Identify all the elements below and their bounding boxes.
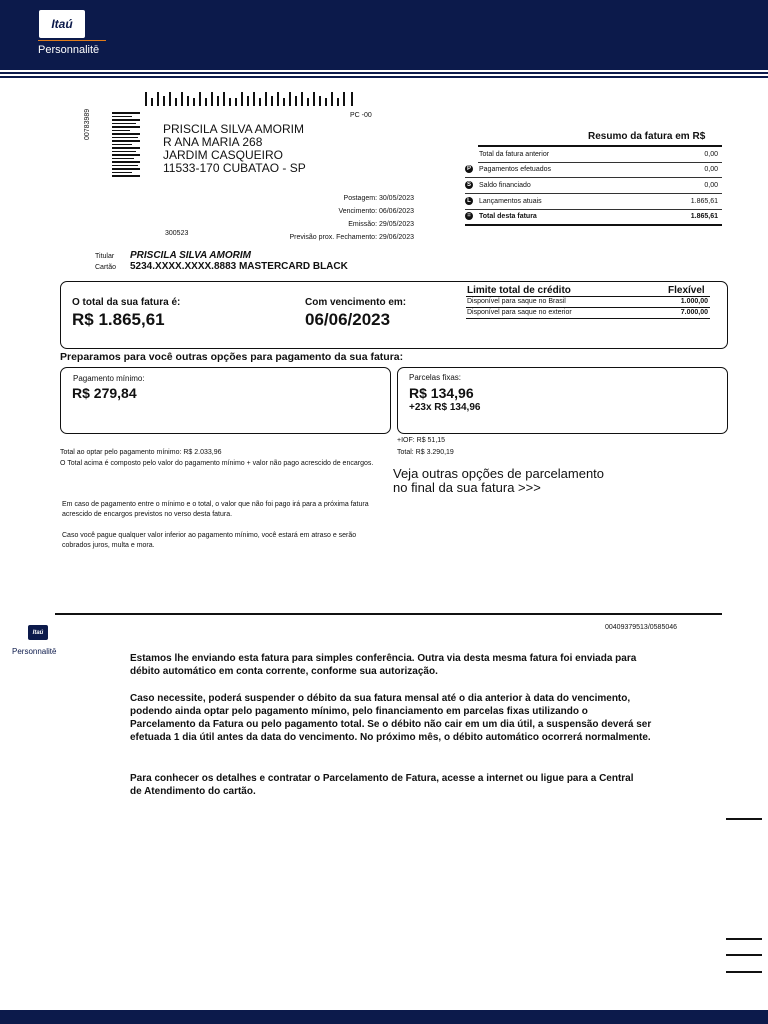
postal-barcode bbox=[145, 90, 355, 106]
min-label: Pagamento mínimo: bbox=[73, 374, 145, 383]
limit-rule bbox=[466, 318, 710, 319]
letter-p2: Caso necessite, poderá suspender o débito da sua fatura mensal até o dia anterior à data do vencimento, podendo ainda optar pelo pagamento mínimo, pelo financiamento em parcelas fixas utilizando o Parcelamento da Fatura ou pelo pagamento total. Se o débito não cair em um dia útil, a suspensão deverá ser efetuada 1 dia útil antes da data do vencimento. No próximo mês, o débito automático ocorrerá normalmente. bbox=[130, 693, 652, 743]
resumo-row: P Pagamentos efetuados 0,00 bbox=[465, 162, 722, 178]
side-mark bbox=[726, 954, 762, 956]
itau-logo-small: Itaú bbox=[28, 625, 48, 640]
postagem-date: Postagem: 30/05/2023 bbox=[343, 195, 414, 202]
vencimento-date: Vencimento: 06/06/2023 bbox=[338, 208, 414, 215]
titular-label: Titular bbox=[95, 253, 115, 260]
min-value: R$ 279,84 bbox=[72, 385, 137, 401]
brand-name-small: Personnalitē bbox=[12, 647, 57, 656]
warning-2: Caso você pague qualquer valor inferior ao pagamento mínimo, você estará em atraso e serão cobrados juros, multa e mora. bbox=[62, 532, 357, 549]
letter-p1: Estamos lhe enviando esta fatura para simples conferência. Outra via desta mesma fatura foi enviada para débito automático em conta corrente, conforme sua autorização. bbox=[130, 653, 637, 677]
limit-title: Limite total de crédito bbox=[467, 285, 571, 296]
doc-number: 00409379513/0585046 bbox=[605, 624, 678, 631]
recipient-city: 11533-170 CUBATAO - SP bbox=[163, 161, 306, 175]
options-heading: Preparamos para você outras opções para pagamento da sua fatura: bbox=[60, 351, 404, 363]
emissao-date: Emissão: 29/05/2023 bbox=[348, 221, 414, 228]
parc-total: Total: R$ 3.290,19 bbox=[397, 449, 454, 456]
logo-underline bbox=[38, 40, 106, 41]
limit-row-label: Disponível para saque no exterior bbox=[467, 309, 572, 316]
footer-bar bbox=[0, 1010, 768, 1024]
recipient-district: JARDIM CASQUEIRO bbox=[163, 148, 284, 162]
warning-1: Em caso de pagamento entre o mínimo e o total, o valor que não foi pago irá para a próxima fatura acrescido de encargos previstos no verso desta fatura. bbox=[62, 501, 369, 518]
section-divider bbox=[55, 613, 722, 615]
side-mark bbox=[726, 938, 762, 940]
ref-code: 300523 bbox=[165, 230, 189, 237]
due-value: 06/06/2023 bbox=[305, 310, 391, 329]
header-stripe bbox=[0, 76, 768, 78]
resumo-row: Total da fatura anterior 0,00 bbox=[478, 147, 722, 163]
letter-p3: Para conhecer os detalhes e contratar o Parcelamento de Fatura, acesse a internet ou ligue para a Central de Atendimento do cartão. bbox=[130, 773, 634, 797]
due-label: Com vencimento em: bbox=[305, 297, 407, 308]
side-mark bbox=[726, 971, 762, 973]
recipient-street: R ANA MARIA 268 bbox=[163, 135, 263, 149]
header-stripe bbox=[0, 72, 768, 74]
recipient-name: PRISCILA SILVA AMORIM bbox=[163, 122, 304, 136]
limit-type: Flexível bbox=[668, 285, 705, 296]
limit-row-label: Disponível para saque no Brasil bbox=[467, 298, 566, 305]
veja-line2: no final da sua fatura >>> bbox=[393, 480, 541, 495]
itau-logo: Itaú bbox=[39, 10, 85, 38]
titular-name: PRISCILA SILVA AMORIM bbox=[130, 250, 251, 261]
cartao-label: Cartão bbox=[95, 264, 117, 271]
parc-value: R$ 134,96 bbox=[409, 385, 474, 401]
veja-note bbox=[393, 467, 604, 495]
fechamento-date: Previsão prox. Fechamento: 29/06/2023 bbox=[289, 234, 414, 241]
pagamentos-icon: P bbox=[466, 166, 471, 172]
total-value: R$ 1.865,61 bbox=[72, 310, 165, 329]
resumo-row: S Saldo financiado 0,00 bbox=[465, 178, 722, 194]
vertical-barcode bbox=[112, 112, 140, 178]
resumo-row-total: = Total desta fatura 1.865,61 bbox=[465, 209, 722, 226]
limit-row-value: 7.000,00 bbox=[680, 309, 708, 316]
total-label: O total da sua fatura é: bbox=[72, 297, 181, 308]
limit-rule bbox=[466, 307, 710, 308]
limit-rule bbox=[466, 296, 710, 297]
total-icon: = bbox=[465, 212, 473, 220]
address-block bbox=[163, 123, 306, 175]
iof-value: +IOF: R$ 51,15 bbox=[397, 437, 446, 444]
resumo-title: Resumo da fatura em R$ bbox=[588, 131, 706, 142]
parc-more: +23x R$ 134,96 bbox=[409, 402, 481, 413]
saldo-icon: S bbox=[466, 182, 471, 188]
cartao-number: 5234.XXXX.XXXX.8883 MASTERCARD BLACK bbox=[130, 261, 348, 272]
barcode-code: 00783989 bbox=[84, 108, 91, 140]
side-mark bbox=[726, 818, 762, 820]
brand-name: Personnalitē bbox=[38, 44, 100, 56]
dates-block bbox=[250, 192, 414, 244]
resumo-table bbox=[465, 147, 723, 227]
pc-code: PC -00 bbox=[350, 112, 372, 119]
min-note: O Total acima é composto pelo valor do pagamento mínimo + valor não pago acrescido de encargos. bbox=[60, 460, 374, 467]
veja-line1: Veja outras opções de parcelamento bbox=[393, 466, 605, 481]
min-total: Total ao optar pelo pagamento mínimo: R$ 2.033,96 bbox=[60, 449, 222, 456]
parc-label: Parcelas fixas: bbox=[409, 373, 462, 382]
lancamentos-icon: L bbox=[465, 197, 473, 205]
limit-row-value: 1.000,00 bbox=[680, 298, 708, 305]
resumo-row: L Lançamentos atuais 1.865,61 bbox=[465, 194, 722, 210]
header-bar bbox=[0, 0, 768, 70]
